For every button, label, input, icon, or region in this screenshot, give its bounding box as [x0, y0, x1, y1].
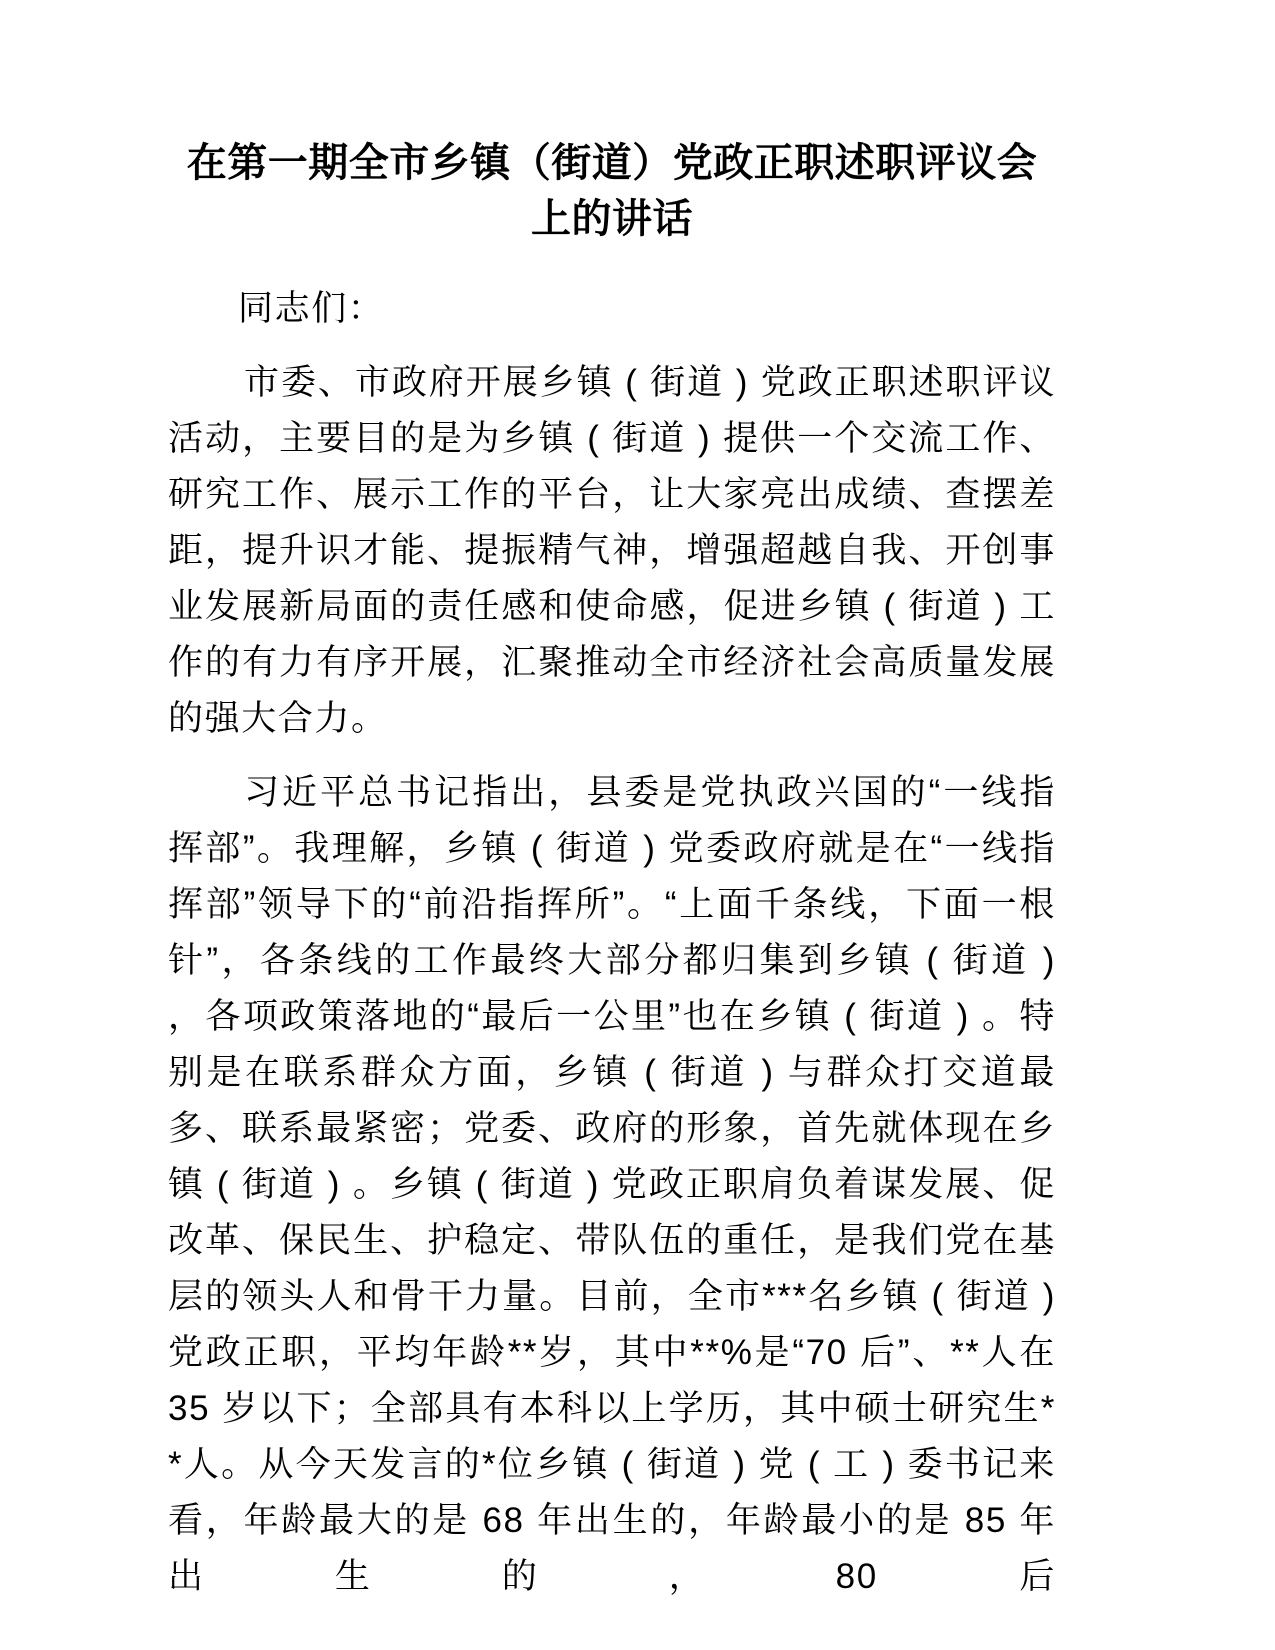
page-title: 在第一期全市乡镇（街道）党政正职述职评议会上的讲话: [186, 141, 1038, 241]
body-paragraph-1: 市委、市政府开展乡镇 ( 街道 ) 党政正职述职评议活动，主要目的是为乡镇 ( 街道 ) 提供一个交流工作、研究工作、展示工作的平台，让大家亮出成绩、查摆差距，提升识才能、提振精气神，增强超越自我、开创事业发展新局面的责任感和使命感，促进乡镇 ( 街道 ) 工作的有力有序开展，汇聚推动全市经济社会高质量发展的强大合力。: [168, 363, 1056, 738]
salutation-paragraph: 同志们：: [238, 289, 385, 328]
document-text-column: [168, 0, 1056, 1605]
body-paragraph-2: 习近平总书记指出，县委是党执政兴国的“一线指挥部”。我理解，乡镇 ( 街道 ) 党委政府就是在“一线指挥部”领导下的“前沿指挥所”。“上面千条线，下面一根针”，各条线的工作最终大部分都归集到乡镇 ( 街道 ) ，各项政策落地的“最后一公里”也在乡镇 ( 街道 ) 。特别是在联系群众方面，乡镇 ( 街道 ) 与群众打交道最多、联系最紧密；党委、政府的形象，首先就体现在乡镇 ( 街道 ) 。乡镇 ( 街道 ) 党政正职肩负着谋发展、促改革、保民生、护稳定、带队伍的重任，是我们党在基层的领头人和骨干力量。目前，全市***名乡镇 ( 街道 ) 党政正职，平均年龄**岁，其中**%是“70 后”、**人在 35 岁以下；全部具有本科以上学历，其中硕士研究生**人。从今天发言的*位乡镇 ( 街道 ) 党 ( 工 ) 委书记来看，年龄最大的是 68 年出生的，年龄最小的是 85 年出生的，80 后: [168, 773, 1056, 1596]
